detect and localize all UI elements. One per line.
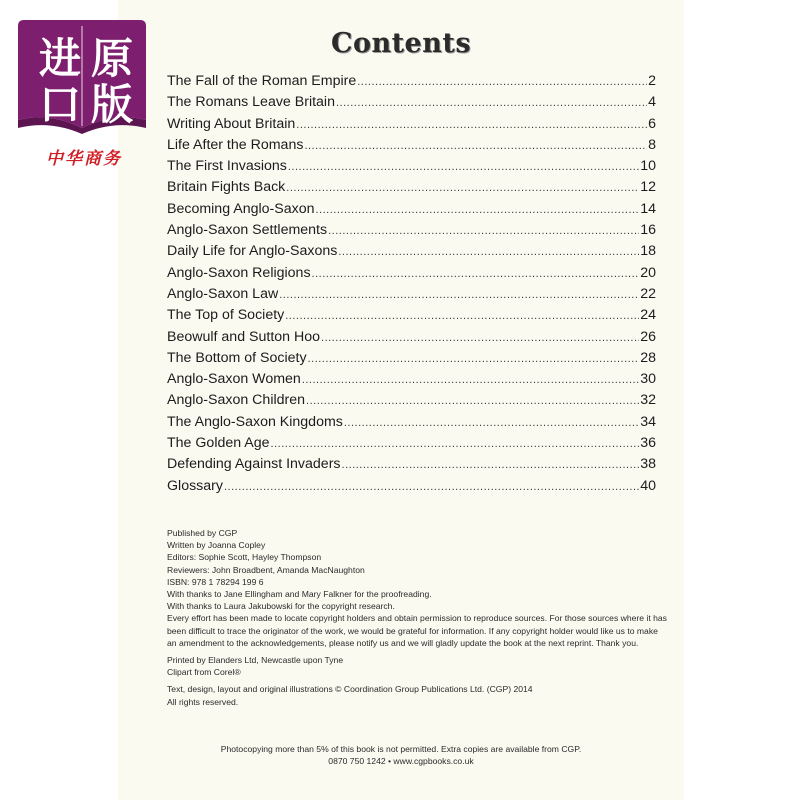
toc-dot-leader <box>279 285 639 306</box>
toc-entry-page: 18 <box>640 243 656 260</box>
toc-entry <box>167 348 656 369</box>
toc-entry <box>167 263 656 284</box>
editors-line: Editors: Sophie Scott, Hayley Thompson <box>167 552 322 563</box>
toc-entry <box>167 135 656 156</box>
toc-entry-page: 30 <box>640 371 656 388</box>
toc-entry-title: Defending Against Invaders <box>167 456 341 473</box>
toc-entry-title: Britain Fights Back <box>167 179 286 196</box>
toc-dot-leader <box>308 349 640 370</box>
toc-entry-title: Anglo-Saxon Religions <box>167 264 311 281</box>
thanks-line: With thanks to Jane Ellingham and Mary Falkner for the proofreading. <box>167 589 432 600</box>
toc-entry <box>167 390 656 411</box>
toc-entry <box>167 114 656 135</box>
toc-dot-leader <box>285 306 639 327</box>
toc-dot-leader <box>316 200 640 221</box>
toc-entry <box>167 241 656 262</box>
toc-dot-leader <box>288 157 639 178</box>
toc-entry-title: Beowulf and Sutton Hoo <box>167 328 321 345</box>
printer-line: Printed by Elanders Ltd, Newcastle upon Tyne <box>167 655 344 666</box>
toc-dot-leader <box>336 93 647 114</box>
toc-dot-leader <box>302 370 639 391</box>
toc-entry-title: The Fall of the Roman Empire <box>167 73 357 89</box>
toc-entry-page: 4 <box>648 94 656 111</box>
toc-entry-page: 38 <box>640 456 656 473</box>
toc-dot-leader <box>271 434 640 455</box>
toc-dot-leader <box>304 136 647 157</box>
toc-entry-title: Anglo-Saxon Law <box>167 285 279 302</box>
toc-dot-leader <box>286 178 639 199</box>
toc-dot-leader <box>328 221 639 242</box>
toc-entry-title: The First Invasions <box>167 158 287 175</box>
toc-entry <box>167 327 656 348</box>
toc-entry <box>167 476 656 497</box>
toc-dot-leader <box>321 328 639 349</box>
credits-block <box>167 527 667 708</box>
publisher-line: Published by CGP <box>167 528 238 538</box>
toc-dot-leader <box>224 477 639 498</box>
toc-dot-leader <box>296 115 647 136</box>
toc-entry-page: 2 <box>648 73 656 89</box>
toc-entry <box>167 92 656 113</box>
toc-entry-title: Anglo-Saxon Women <box>167 371 301 388</box>
thanks-line: With thanks to Laura Jakubowski for the copyright research. <box>167 601 395 612</box>
toc-dot-leader <box>357 72 647 93</box>
toc-entry-page: 26 <box>640 328 656 345</box>
toc-entry-page: 24 <box>640 307 656 324</box>
toc-dot-leader <box>338 242 639 263</box>
badge-char: 原 <box>90 34 133 83</box>
toc-entry-title: Glossary <box>167 477 223 494</box>
toc-entry <box>167 199 656 220</box>
toc-dot-leader <box>312 264 640 285</box>
toc-dot-leader <box>344 413 639 434</box>
author-line: Written by Joanna Copley <box>167 540 266 551</box>
toc-entry-title: Anglo-Saxon Settlements <box>167 222 328 239</box>
toc-entry-title: The Anglo-Saxon Kingdoms <box>167 413 343 430</box>
page-title: Contents <box>330 28 472 59</box>
rights-line: All rights reserved. <box>167 696 239 707</box>
toc-entry-title: The Romans Leave Britain <box>167 94 335 111</box>
toc-entry-page: 12 <box>640 179 656 196</box>
badge-char: 版 <box>90 80 133 129</box>
toc-entry <box>167 156 656 177</box>
toc-entry-title: Becoming Anglo-Saxon <box>167 200 315 217</box>
toc-entry-title: Writing About Britain <box>167 115 296 132</box>
toc-entry-page: 6 <box>648 115 656 132</box>
toc-entry <box>167 284 656 305</box>
footer <box>118 743 684 767</box>
badge-char: 进 <box>38 34 81 83</box>
toc-dot-leader <box>342 455 640 476</box>
toc-entry-page: 22 <box>640 285 656 302</box>
table-of-contents <box>167 71 656 497</box>
toc-entry-page: 16 <box>640 222 656 239</box>
clipart-line: Clipart from Corel® <box>167 667 241 678</box>
isbn-line: ISBN: 978 1 78294 199 6 <box>167 576 264 587</box>
toc-entry-page: 40 <box>640 477 656 494</box>
photocopy-notice: Photocopying more than 5% of this book is not permitted. Extra copies are available from CGP. <box>220 744 582 754</box>
toc-entry <box>167 305 656 326</box>
toc-entry-page: 28 <box>640 349 656 366</box>
toc-entry <box>167 220 656 241</box>
toc-entry-page: 20 <box>640 264 656 281</box>
copyright-line: Text, design, layout and original illustrations © Coordination Group Publications Ltd. (CGP) 2014 <box>167 684 533 695</box>
toc-entry <box>167 71 656 92</box>
toc-entry-title: The Golden Age <box>167 435 270 452</box>
toc-entry-title: The Top of Society <box>167 307 285 324</box>
toc-entry-page: 14 <box>640 200 656 217</box>
toc-entry <box>167 369 656 390</box>
copyright-notice: Every effort has been made to locate copyright holders and obtain permission to reproduce sources. For those sources where it has been difficult to trace the originator of the work, we would be grateful for information. If any copyright holder would like us to make an amendment to the acknowledgements, please notify us and we will gladly update the book at the next reprint. Thank you. <box>167 613 667 648</box>
toc-entry-page: 32 <box>640 392 656 409</box>
toc-entry <box>167 454 656 475</box>
toc-entry-title: Anglo-Saxon Children <box>167 392 306 409</box>
contact-line: 0870 750 1242 • www.cgpbooks.co.uk <box>328 756 474 767</box>
toc-entry-page: 34 <box>640 413 656 430</box>
badge-char: 口 <box>38 80 81 129</box>
toc-entry <box>167 412 656 433</box>
badge-subtitle: 中华商务 <box>46 149 122 169</box>
toc-entry-page: 8 <box>648 136 656 153</box>
toc-entry-title: Life After the Romans <box>167 136 304 153</box>
toc-entry <box>167 177 656 198</box>
toc-entry <box>167 433 656 454</box>
toc-entry-page: 10 <box>640 158 656 175</box>
reviewers-line: Reviewers: John Broadbent, Amanda MacNaughton <box>167 564 365 575</box>
toc-dot-leader <box>306 391 639 412</box>
toc-entry-title: Daily Life for Anglo-Saxons <box>167 243 338 260</box>
toc-entry-page: 36 <box>640 435 656 452</box>
toc-entry-title: The Bottom of Society <box>167 349 307 366</box>
